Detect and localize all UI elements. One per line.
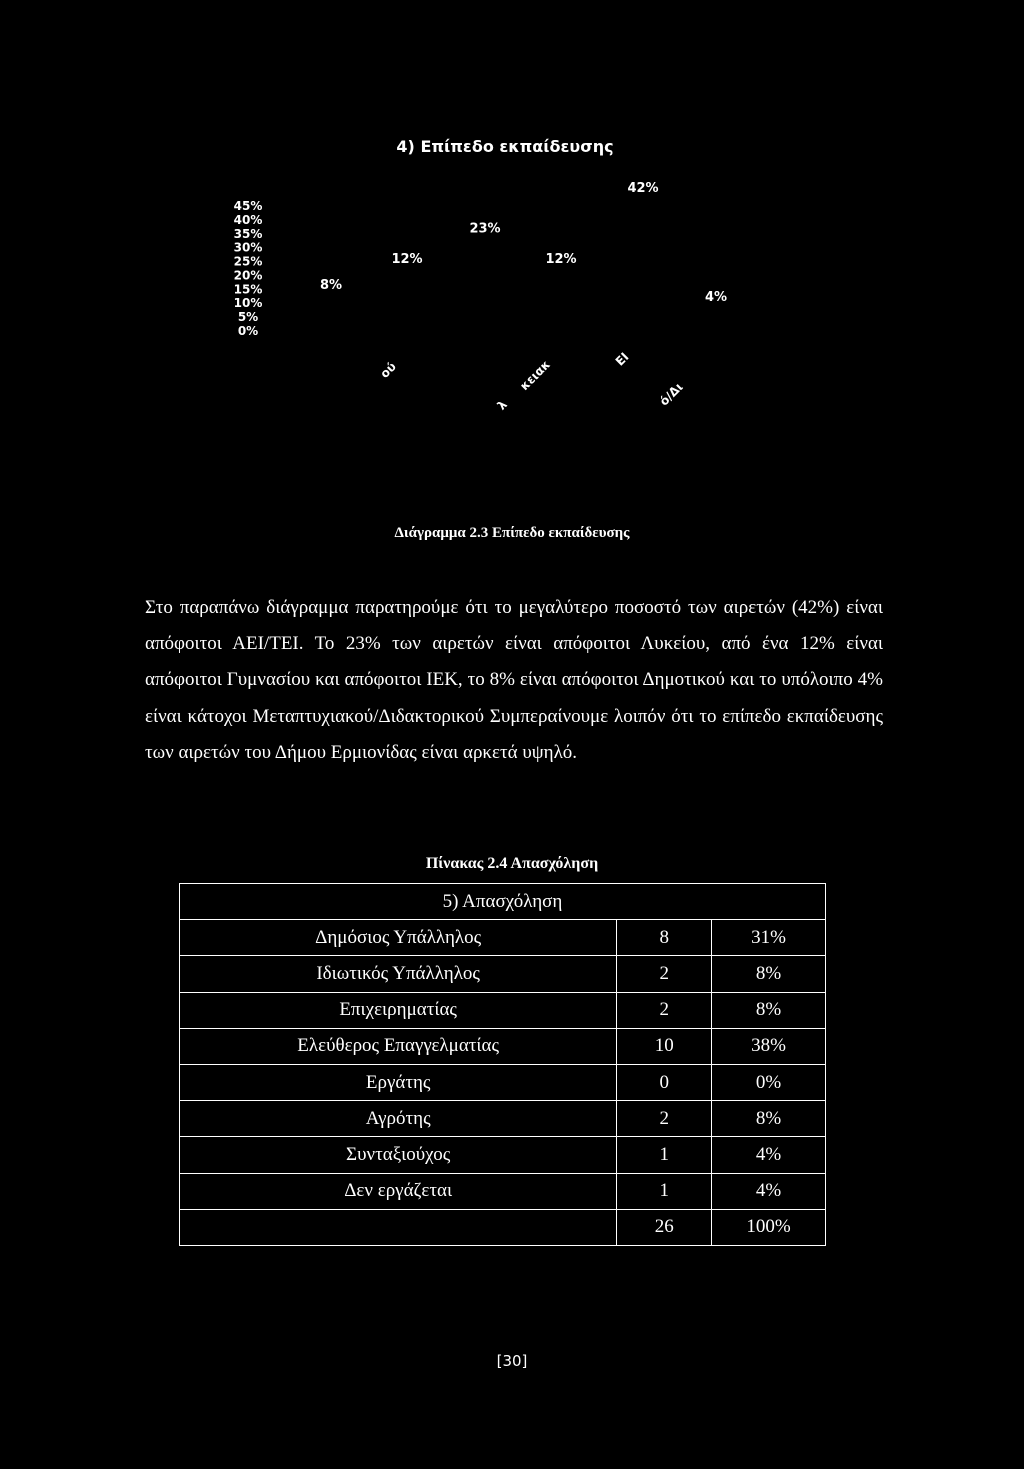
data-label: 23% <box>469 221 501 237</box>
table-row <box>180 920 826 956</box>
data-label: 8% <box>319 278 343 293</box>
table-total-count: 26 <box>617 1209 712 1245</box>
education-chart <box>0 0 1024 480</box>
table-cell-label: Ιδιωτικός Υπάλληλος <box>180 956 617 992</box>
figure-caption: Διάγραμμα 2.3 Επίπεδο εκπαίδευσης <box>394 525 630 541</box>
data-label: 12% <box>545 252 577 268</box>
y-tick-label: 40% <box>233 212 263 227</box>
table-cell-pct: 31% <box>712 920 826 956</box>
table-cell-label: Επιχειρηματίας <box>180 992 617 1028</box>
chart-title: 4) Επίπεδο εκπαίδευσης <box>396 137 614 156</box>
x-category-label: ού <box>377 359 399 381</box>
table-row <box>180 1028 826 1064</box>
table-cell-pct: 38% <box>712 1028 826 1064</box>
table-cell-count: 2 <box>617 956 712 992</box>
y-axis-ticks <box>234 199 263 338</box>
body-paragraph: Στο παραπάνω διάγραμμα παρατηρούμε ότι το μεγαλύτερο ποσοστό των αιρετών (42%) είναι απόφοιτοι ΑΕΙ/ΤΕΙ. Το 23% των αιρετών είναι απόφοιτοι Λυκείου, από ένα 12% είναι απόφοιτοι Γυμνασίου και απόφοιτοι ΙΕΚ, το 8% είναι απόφοιτοι Δημοτικού και το υπόλοιπο 4% είναι κάτοχοι Μεταπτυχιακού/Διδακτορικού Συμπεραίνουμε λοιπόν ότι το επίπεδο εκπαίδευσης των αιρετών του Δήμου Ερμιονίδας είναι αρκετά υψηλό. <box>145 597 883 763</box>
table-cell-count: 1 <box>617 1173 712 1209</box>
y-tick-label: 0% <box>237 324 259 338</box>
table-cell-label: Αγρότης <box>180 1101 617 1137</box>
y-tick-label: 5% <box>237 310 259 325</box>
data-label: 12% <box>391 252 423 268</box>
table-caption: Πίνακας 2.4 Απασχόληση <box>425 855 599 872</box>
x-category-label: ό/Δι <box>656 379 686 409</box>
table-total-row <box>180 1209 826 1245</box>
table-cell-count: 8 <box>617 920 712 956</box>
table-row <box>180 956 826 992</box>
table-cell-pct: 0% <box>712 1064 826 1100</box>
x-category-label: ΕΙ <box>612 349 632 369</box>
table-cell-label: Δεν εργάζεται <box>180 1173 617 1209</box>
table-row <box>180 992 826 1028</box>
y-tick-label: 30% <box>233 240 263 255</box>
table-total-label <box>180 1209 617 1245</box>
table-header: 5) Απασχόληση <box>180 884 826 920</box>
education-chart-svg <box>0 0 1024 480</box>
table-cell-label: Συνταξιούχος <box>180 1137 617 1173</box>
table-cell-pct: 8% <box>712 956 826 992</box>
table-row <box>180 1137 826 1173</box>
y-tick-label: 25% <box>233 254 263 269</box>
table-cell-pct: 8% <box>712 1101 826 1137</box>
y-tick-label: 20% <box>233 268 263 283</box>
y-tick-label: 35% <box>233 226 263 241</box>
table-cell-label: Εργάτης <box>180 1064 617 1100</box>
table-cell-count: 1 <box>617 1137 712 1173</box>
data-label: 4% <box>704 290 728 305</box>
table-cell-count: 2 <box>617 992 712 1028</box>
table-cell-label: Δημόσιος Υπάλληλος <box>180 920 617 956</box>
employment-table <box>179 883 826 1246</box>
x-category-label: κειακ <box>517 357 554 394</box>
table-cell-pct: 8% <box>712 992 826 1028</box>
y-tick-label: 10% <box>233 296 263 311</box>
table-header-row <box>180 884 826 920</box>
y-tick-label: 15% <box>233 282 263 297</box>
table-cell-count: 10 <box>617 1028 712 1064</box>
x-axis-labels <box>377 350 685 413</box>
page-number: [30] <box>496 1352 528 1370</box>
table-row <box>180 1173 826 1209</box>
data-labels <box>320 181 727 305</box>
table-cell-count: 2 <box>617 1101 712 1137</box>
table-total-pct: 100% <box>712 1209 826 1245</box>
table-row <box>180 1101 826 1137</box>
table-cell-pct: 4% <box>712 1173 826 1209</box>
table-row <box>180 1064 826 1100</box>
data-label: 42% <box>627 181 659 196</box>
x-category-label: λ <box>494 397 510 413</box>
table-cell-label: Ελεύθερος Επαγγελματίας <box>180 1028 617 1064</box>
table-cell-pct: 4% <box>712 1137 826 1173</box>
table-cell-count: 0 <box>617 1064 712 1100</box>
y-tick-label: 45% <box>233 199 263 213</box>
